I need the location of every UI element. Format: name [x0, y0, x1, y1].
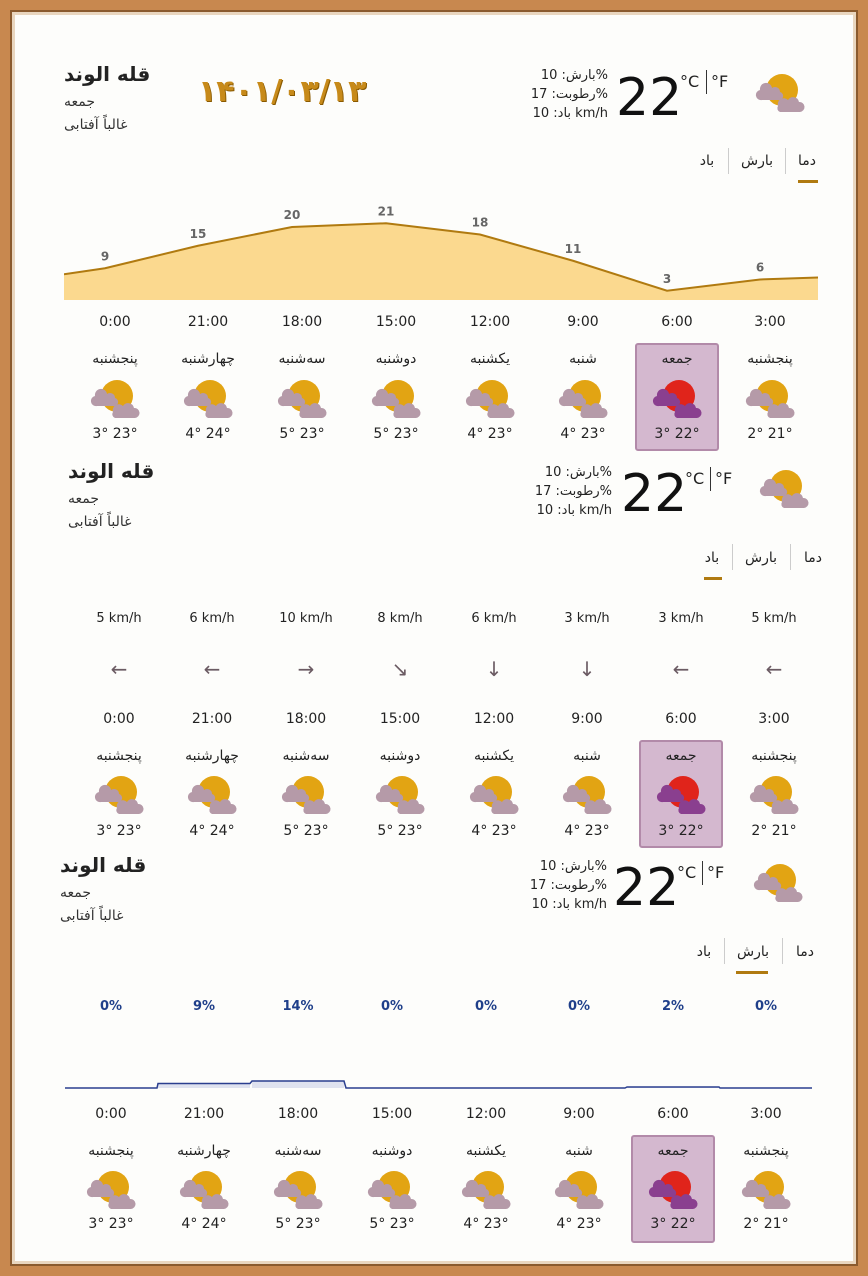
partly-sunny-icon	[278, 772, 334, 816]
precipitation-percent: 9%	[192, 999, 216, 1014]
stat-wind: باد: 10 km/h	[536, 503, 612, 518]
precipitation-percent: 0%	[380, 999, 404, 1014]
day-temp-range: 5° 23°	[283, 823, 329, 839]
hour-label: 21:00	[187, 314, 229, 330]
location-name: قله الوند	[68, 459, 155, 483]
partly-sunny-icon	[555, 376, 611, 420]
hour-label: 15:00	[375, 314, 417, 330]
current-stats	[497, 857, 607, 914]
day-name[interactable]: چهارشنبه	[177, 1143, 231, 1159]
location-name: قله الوند	[60, 853, 147, 877]
partly-sunny-icon	[270, 1167, 326, 1211]
wind-speed: 3 km/h	[564, 611, 610, 626]
day-temp-range: 4° 24°	[185, 426, 231, 442]
tab-divider	[782, 938, 783, 964]
day-name[interactable]: دوشنبه	[379, 748, 421, 764]
day-temp-range: 2° 21°	[743, 1216, 789, 1232]
stat-wind: باد: 10 km/h	[532, 106, 608, 121]
wind-speed: 5 km/h	[751, 611, 797, 626]
temperature-area	[64, 223, 818, 300]
partly-sunny-icon	[184, 772, 240, 816]
wind-speed: 6 km/h	[189, 611, 235, 626]
hour-label: 0:00	[99, 314, 131, 330]
partly-sunny-icon	[746, 772, 802, 816]
temperature-value-label: 18	[471, 215, 489, 230]
hour-label: 12:00	[469, 314, 511, 330]
day-name[interactable]: سه‌شنبه	[282, 748, 330, 764]
wind-speed: 5 km/h	[96, 611, 142, 626]
tab-temperature[interactable]: دما	[796, 944, 814, 960]
day-name[interactable]: چهارشنبه	[185, 748, 239, 764]
hour-label: 12:00	[465, 1106, 507, 1122]
sunny-red-icon	[645, 1167, 701, 1211]
day-name[interactable]: پنجشنبه	[743, 1143, 789, 1159]
hour-label: 6:00	[657, 1106, 689, 1122]
day-temp-range: 4° 23°	[463, 1216, 509, 1232]
day-temp-range: 5° 23°	[275, 1216, 321, 1232]
tab-precipitation[interactable]: بارش	[736, 944, 769, 960]
wind-direction-arrow-icon: ←	[672, 657, 690, 681]
unit-separator	[706, 70, 707, 94]
hour-label: 18:00	[277, 1106, 319, 1122]
partly-sunny-icon	[364, 1167, 420, 1211]
temperature-chart	[64, 200, 818, 300]
day-name[interactable]: جمعه	[661, 351, 693, 367]
tab-divider	[728, 148, 729, 174]
hour-label: 0:00	[95, 1106, 127, 1122]
unit-fahrenheit[interactable]: °F	[707, 863, 725, 882]
hour-label: 3:00	[754, 314, 786, 330]
partly-sunny-icon	[466, 772, 522, 816]
partly-sunny-icon	[752, 70, 808, 114]
day-name[interactable]: دوشنبه	[371, 1143, 413, 1159]
stat-humidity: رطوبت: 17%	[529, 878, 607, 893]
hour-label: 18:00	[281, 314, 323, 330]
unit-celsius[interactable]: °C	[677, 863, 697, 882]
day-temp-range: 4° 23°	[556, 1216, 602, 1232]
location-condition: غالباً آفتابی	[68, 514, 132, 530]
partly-sunny-icon	[742, 376, 798, 420]
date-stamp: ۱۴۰۱/۰۳/۱۳	[198, 74, 367, 109]
partly-sunny-icon	[756, 466, 812, 510]
tab-divider	[724, 938, 725, 964]
hour-label: 6:00	[661, 314, 693, 330]
tab-wind[interactable]: باد	[704, 550, 720, 566]
wind-direction-arrow-icon: ↓	[485, 657, 503, 681]
partly-sunny-icon	[462, 376, 518, 420]
partly-sunny-icon	[91, 772, 147, 816]
tab-temperature[interactable]: دما	[798, 153, 816, 169]
partly-sunny-icon	[738, 1167, 794, 1211]
current-temp: 22	[613, 858, 680, 918]
day-temp-range: 5° 23°	[377, 823, 423, 839]
day-temp-range: 3° 23°	[92, 426, 138, 442]
day-name[interactable]: سه‌شنبه	[274, 1143, 322, 1159]
precipitation-percent: 0%	[99, 999, 123, 1014]
sunny-red-icon	[653, 772, 709, 816]
wind-direction-arrow-icon: ←	[765, 657, 783, 681]
day-temp-range: 3° 23°	[96, 823, 142, 839]
stat-wind: باد: 10 km/h	[531, 897, 607, 912]
day-name[interactable]: یکشنبه	[473, 748, 515, 764]
partly-sunny-icon	[274, 376, 330, 420]
location-condition: غالباً آفتابی	[64, 117, 128, 133]
tab-precipitation[interactable]: بارش	[744, 550, 777, 566]
precipitation-percent: 0%	[567, 999, 591, 1014]
unit-separator	[702, 861, 703, 885]
day-temp-range: 3° 22°	[650, 1216, 696, 1232]
wind-direction-arrow-icon: ↘	[391, 657, 409, 681]
unit-fahrenheit[interactable]: °F	[715, 469, 733, 488]
day-name[interactable]: چهارشنبه	[181, 351, 235, 367]
hour-label: 6:00	[665, 711, 697, 727]
day-temp-range: 2° 21°	[751, 823, 797, 839]
precipitation-percent: 0%	[474, 999, 498, 1014]
temperature-value-label: 3	[662, 271, 672, 286]
location-condition: غالباً آفتابی	[60, 908, 124, 924]
current-stats	[502, 463, 612, 520]
location-day: جمعه	[68, 491, 100, 507]
active-tab-indicator	[704, 577, 722, 580]
day-temp-range: 3° 22°	[658, 823, 704, 839]
temperature-value-label: 20	[283, 208, 301, 222]
location-day: جمعه	[64, 94, 96, 110]
hour-label: 18:00	[285, 711, 327, 727]
hour-label: 3:00	[758, 711, 790, 727]
partly-sunny-icon	[368, 376, 424, 420]
precipitation-bar	[252, 1081, 344, 1088]
tab-wind[interactable]: باد	[696, 944, 712, 960]
temperature-value-label: 21	[377, 204, 395, 219]
hour-label: 15:00	[371, 1106, 413, 1122]
sunny-red-icon	[649, 376, 705, 420]
unit-separator	[710, 467, 711, 491]
hour-label: 0:00	[103, 711, 135, 727]
day-temp-range: 3° 23°	[88, 1216, 134, 1232]
stat-humidity: رطوبت: 17%	[530, 87, 608, 102]
temperature-value-label: 9	[100, 249, 110, 264]
partly-sunny-icon	[750, 860, 806, 904]
hour-label: 9:00	[567, 314, 599, 330]
day-temp-range: 5° 23°	[373, 426, 419, 442]
hour-label: 12:00	[473, 711, 515, 727]
wind-direction-arrow-icon: ↓	[578, 657, 596, 681]
stat-precip: بارش: 10%	[539, 859, 607, 874]
unit-celsius[interactable]: °C	[685, 469, 705, 488]
partly-sunny-icon	[551, 1167, 607, 1211]
day-name[interactable]: جمعه	[657, 1143, 689, 1159]
partly-sunny-icon	[176, 1167, 232, 1211]
partly-sunny-icon	[83, 1167, 139, 1211]
temperature-value-label: 15	[189, 226, 207, 241]
day-name[interactable]: شنبه	[569, 351, 597, 367]
tab-wind[interactable]: باد	[699, 153, 715, 169]
precipitation-chart	[60, 1060, 814, 1100]
day-name[interactable]: پنجشنبه	[751, 748, 797, 764]
day-name[interactable]: شنبه	[573, 748, 601, 764]
day-temp-range: 4° 24°	[181, 1216, 227, 1232]
hour-label: 3:00	[750, 1106, 782, 1122]
unit-fahrenheit[interactable]: °F	[711, 72, 729, 91]
hour-label: 9:00	[571, 711, 603, 727]
day-temp-range: 3° 22°	[654, 426, 700, 442]
partly-sunny-icon	[559, 772, 615, 816]
tab-divider	[785, 148, 786, 174]
day-temp-range: 5° 23°	[279, 426, 325, 442]
partly-sunny-icon	[372, 772, 428, 816]
partly-sunny-icon	[458, 1167, 514, 1211]
day-name[interactable]: دوشنبه	[375, 351, 417, 367]
wind-speed: 8 km/h	[377, 611, 423, 626]
temperature-value-label: 6	[755, 260, 765, 275]
day-name[interactable]: جمعه	[665, 748, 697, 764]
day-name[interactable]: پنجشنبه	[96, 748, 142, 764]
location-name: قله الوند	[64, 62, 151, 86]
current-temp: 22	[616, 68, 683, 128]
temperature-value-label: 11	[564, 241, 582, 256]
day-name[interactable]: سه‌شنبه	[278, 351, 326, 367]
day-temp-range: 2° 21°	[747, 426, 793, 442]
hour-label: 21:00	[191, 711, 233, 727]
day-name[interactable]: یکشنبه	[469, 351, 511, 367]
day-temp-range: 4° 24°	[189, 823, 235, 839]
precipitation-percent: 14%	[282, 999, 314, 1014]
day-temp-range: 4° 23°	[564, 823, 610, 839]
tab-divider	[790, 544, 791, 570]
stat-precip: بارش: 10%	[544, 465, 612, 480]
day-temp-range: 4° 23°	[471, 823, 517, 839]
current-stats	[498, 66, 608, 123]
wind-direction-arrow-icon: ←	[203, 657, 221, 681]
tab-temperature[interactable]: دما	[804, 550, 822, 566]
tab-precipitation[interactable]: بارش	[740, 153, 773, 169]
active-tab-indicator	[736, 971, 768, 974]
day-name[interactable]: یکشنبه	[465, 1143, 507, 1159]
stat-precip: بارش: 10%	[540, 68, 608, 83]
hour-label: 15:00	[379, 711, 421, 727]
partly-sunny-icon	[180, 376, 236, 420]
current-temp: 22	[621, 464, 688, 524]
day-temp-range: 4° 23°	[560, 426, 606, 442]
hour-label: 9:00	[563, 1106, 595, 1122]
wind-direction-arrow-icon: ←	[110, 657, 128, 681]
wind-speed: 3 km/h	[658, 611, 704, 626]
day-name[interactable]: پنجشنبه	[747, 351, 793, 367]
wind-direction-arrow-icon: →	[297, 657, 315, 681]
partly-sunny-icon	[87, 376, 143, 420]
precipitation-percent: 2%	[661, 999, 685, 1014]
unit-celsius[interactable]: °C	[680, 72, 700, 91]
hour-label: 21:00	[183, 1106, 225, 1122]
location-day: جمعه	[60, 885, 92, 901]
day-name[interactable]: پنجشنبه	[92, 351, 138, 367]
day-name[interactable]: شنبه	[565, 1143, 593, 1159]
precipitation-percent: 0%	[754, 999, 778, 1014]
day-name[interactable]: پنجشنبه	[88, 1143, 134, 1159]
stat-humidity: رطوبت: 17%	[534, 484, 612, 499]
active-tab-indicator	[798, 180, 818, 183]
day-temp-range: 4° 23°	[467, 426, 513, 442]
tab-divider	[732, 544, 733, 570]
wind-speed: 6 km/h	[471, 611, 517, 626]
day-temp-range: 5° 23°	[369, 1216, 415, 1232]
wind-speed: 10 km/h	[279, 611, 333, 626]
